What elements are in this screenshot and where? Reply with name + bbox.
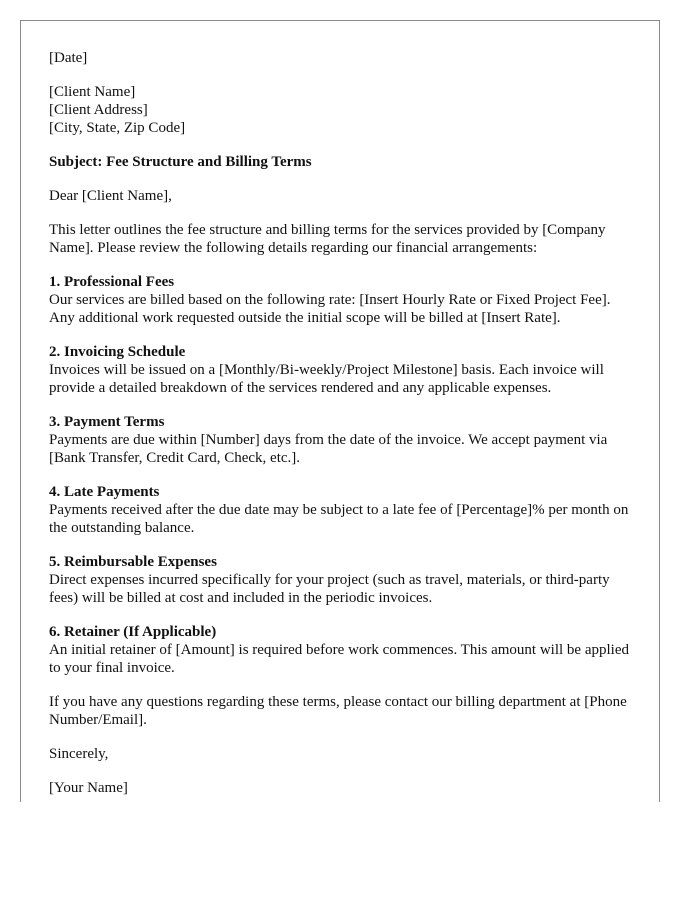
section-heading: 3. Payment Terms	[49, 414, 165, 430]
section-late-payments	[49, 483, 639, 537]
letter-greeting: Dear [Client Name],	[49, 188, 172, 204]
section-heading: 5. Reimbursable Expenses	[49, 554, 217, 570]
letter-date: [Date]	[49, 50, 88, 66]
section-heading: 2. Invoicing Schedule	[49, 344, 186, 360]
section-professional-fees	[49, 273, 639, 327]
sign-off: Sincerely,	[49, 746, 109, 762]
closing-note: If you have any questions regarding these terms, please contact our billing department at [Phone Number/Email].	[49, 694, 627, 728]
section-heading: 6. Retainer (If Applicable)	[49, 624, 217, 640]
letter-subject: Subject: Fee Structure and Billing Terms	[49, 154, 312, 170]
section-retainer	[49, 623, 639, 677]
section-payment-terms	[49, 413, 639, 467]
section-invoicing-schedule	[49, 343, 639, 397]
section-heading: 1. Professional Fees	[49, 274, 175, 290]
section-body: Payments are due within [Number] days from the date of the invoice. We accept payment via [Bank Transfer, Credit Card, Check, etc.].	[49, 432, 608, 466]
section-body: Invoices will be issued on a [Monthly/Bi-weekly/Project Milestone] basis. Each invoice will provide a detailed breakdown of the services rendered and any applicable expenses.	[49, 362, 604, 396]
section-body: Our services are billed based on the following rate: [Insert Hourly Rate or Fixed Project Fee]. Any additional work requested outside the initial scope will be billed at [Insert Rate].	[49, 292, 611, 326]
client-city: [City, State, Zip Code]	[49, 120, 186, 136]
client-address: [Client Address]	[49, 102, 148, 118]
letter-content	[49, 49, 639, 802]
section-body: Payments received after the due date may be subject to a late fee of [Percentage]% per month on the outstanding balance.	[49, 502, 629, 536]
letter-intro: This letter outlines the fee structure and billing terms for the services provided by [Company Name]. Please review the following details regarding our financial arrangements:	[49, 222, 606, 256]
section-heading: 4. Late Payments	[49, 484, 160, 500]
letter-page	[20, 20, 660, 802]
section-body: Direct expenses incurred specifically for your project (such as travel, materials, or third-party fees) will be billed at cost and included in the periodic invoices.	[49, 572, 610, 606]
signer-name: [Your Name]	[49, 780, 128, 796]
client-name: [Client Name]	[49, 84, 136, 100]
recipient-block	[49, 83, 639, 137]
section-reimbursable-expenses	[49, 553, 639, 607]
section-body: An initial retainer of [Amount] is required before work commences. This amount will be applied to your final invoice.	[49, 642, 629, 676]
